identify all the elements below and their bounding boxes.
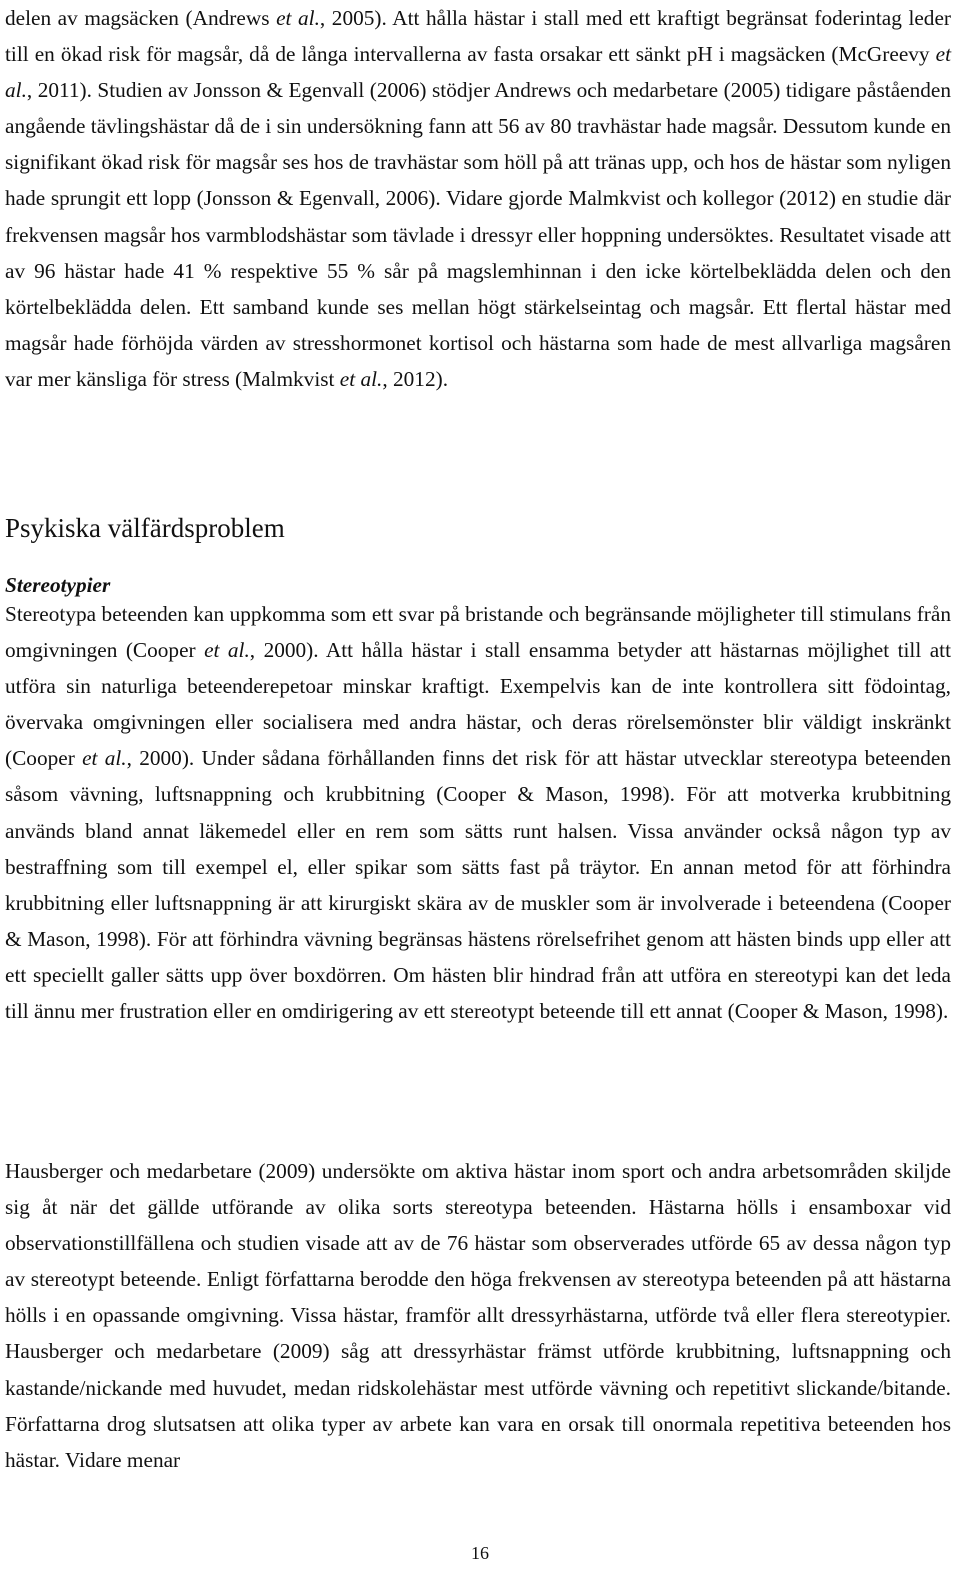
body-paragraph-3: Hausberger och medarbetare (2009) undersökte om aktiva hästar inom sport och andra arbetsområden skiljde sig åt när det gällde utförande av olika sorts stereotypa beteenden. Hästarna hölls i ensamboxar vid observationstillfällena och studien visade att av de 76 hästar som observerades utförde 65 av dessa någon typ av stereotypt beteende. Enligt författarna berodde den höga frekvensen av stereotypa beteenden på att hästarna hölls i en opassande omgivning. Vissa hästar, framför allt dressyrhästarna, utförde två eller flera stereotypier. Hausberger och medarbetare (2009) såg att dressyrhästar främst utförde krubbitning, luftsnappning och kastande/nickande med huvudet, medan ridskolehästar mest utförde vävning och repetitivt slickande/bitande. Författarna drog slutsatsen att olika typer av arbete kan vara en orsak till onormala repetitiva beteenden hos hästar. Vidare menar xyxy=(5,1159,951,1472)
citation-et-al: et al. xyxy=(82,746,127,771)
subsection-heading: Stereotypier xyxy=(5,573,111,597)
body-paragraph-2: Stereotypa beteenden kan uppkomma som ett svar på bristande och begränsande möjligheter till stimulans från omgivningen (Cooper et al., 2000). Att hålla hästar i stall ensamma betyder att hästarnas möjlighet till att utföra sin naturliga beteenderepetoar minskar kraftigt. Exempelvis kan de inte kontrollera sitt födointag, övervaka omgivningen eller socialisera med andra hästar, och deras rörelsemönster blir väldigt inskränkt (Cooper et al., 2000). Under sådana förhållanden finns det risk för att hästar utvecklar stereotypa beteenden såsom vävning, luftsnappning och krubbitning (Cooper & Mason, 1998). För att motverka krubbitning används bland annat läkemedel eller en rem som sätts runt halsen. Vissa använder också någon typ av bestraffning som till exempel el, eller spikar som sätts fast på träytor. En annan metod för att förhindra krubbitning eller luftsnappning är att kirurgiskt skära av de muskler som är involverade i beteendena (Cooper & Mason, 1998). För att förhindra vävning begränsas hästens rörelsefrihet genom att hästen binds upp eller att ett speciellt galler sätts upp över boxdörren. Om hästen blir hindrad från att utföra en stereotypi kan det leda till ännu mer frustration eller en omdirigering av ett stereotypt beteende till ett annat (Cooper & Mason, 1998). xyxy=(5,602,952,1024)
citation-et-al: et al. xyxy=(204,638,250,663)
citation-et-al: et al. xyxy=(276,6,320,30)
body-paragraph-1: delen av magsäcken (Andrews et al., 2005). Att hålla hästar i stall med ett kraftigt begränsat foderintag leder till en ökad risk för magsår, då de långa intervallerna av fasta orsakar ett sänkt pH i magsäcken (McGreevy et al., 2011). Studien av Jonsson & Egenvall (2006) stödjer Andrews och medarbetare (2005) tidigare påståenden angående tävlingshästar då de i sin undersökning fann att 56 av 80 travhästar hade magsår. Dessutom kunde en signifikant ökad risk för magsår ses hos de travhästar som höll på att tränas upp, och hos de hästar som nyligen hade sprungit ett lopp (Jonsson & Egenvall, 2006). Vidare gjorde Malmkvist och kollegor (2012) en studie där frekvensen magsår hos varmblodshästar som tävlade i dressyr eller hoppning undersöktes. Resultatet visade att av 96 hästar hade 41 % respektive 55 % sår på magslemhinnan i den icke körtelbeklädda delen och den körtelbeklädda delen. Ett samband kunde ses mellan högt stärkelseintag och magsår. Ett flertal hästar med magsår hade förhöjda värden av stresshormonet kortisol och hästarna som hade de mest allvarliga magsåren var mer känsliga för stress (Malmkvist et al., 2012). xyxy=(5,6,952,391)
page-number: 16 xyxy=(471,1543,489,1563)
citation-et-al: et al. xyxy=(339,366,383,391)
section-heading: Psykiska välfärdsproblem xyxy=(5,513,285,543)
citation-et-al: et al. xyxy=(5,42,951,103)
